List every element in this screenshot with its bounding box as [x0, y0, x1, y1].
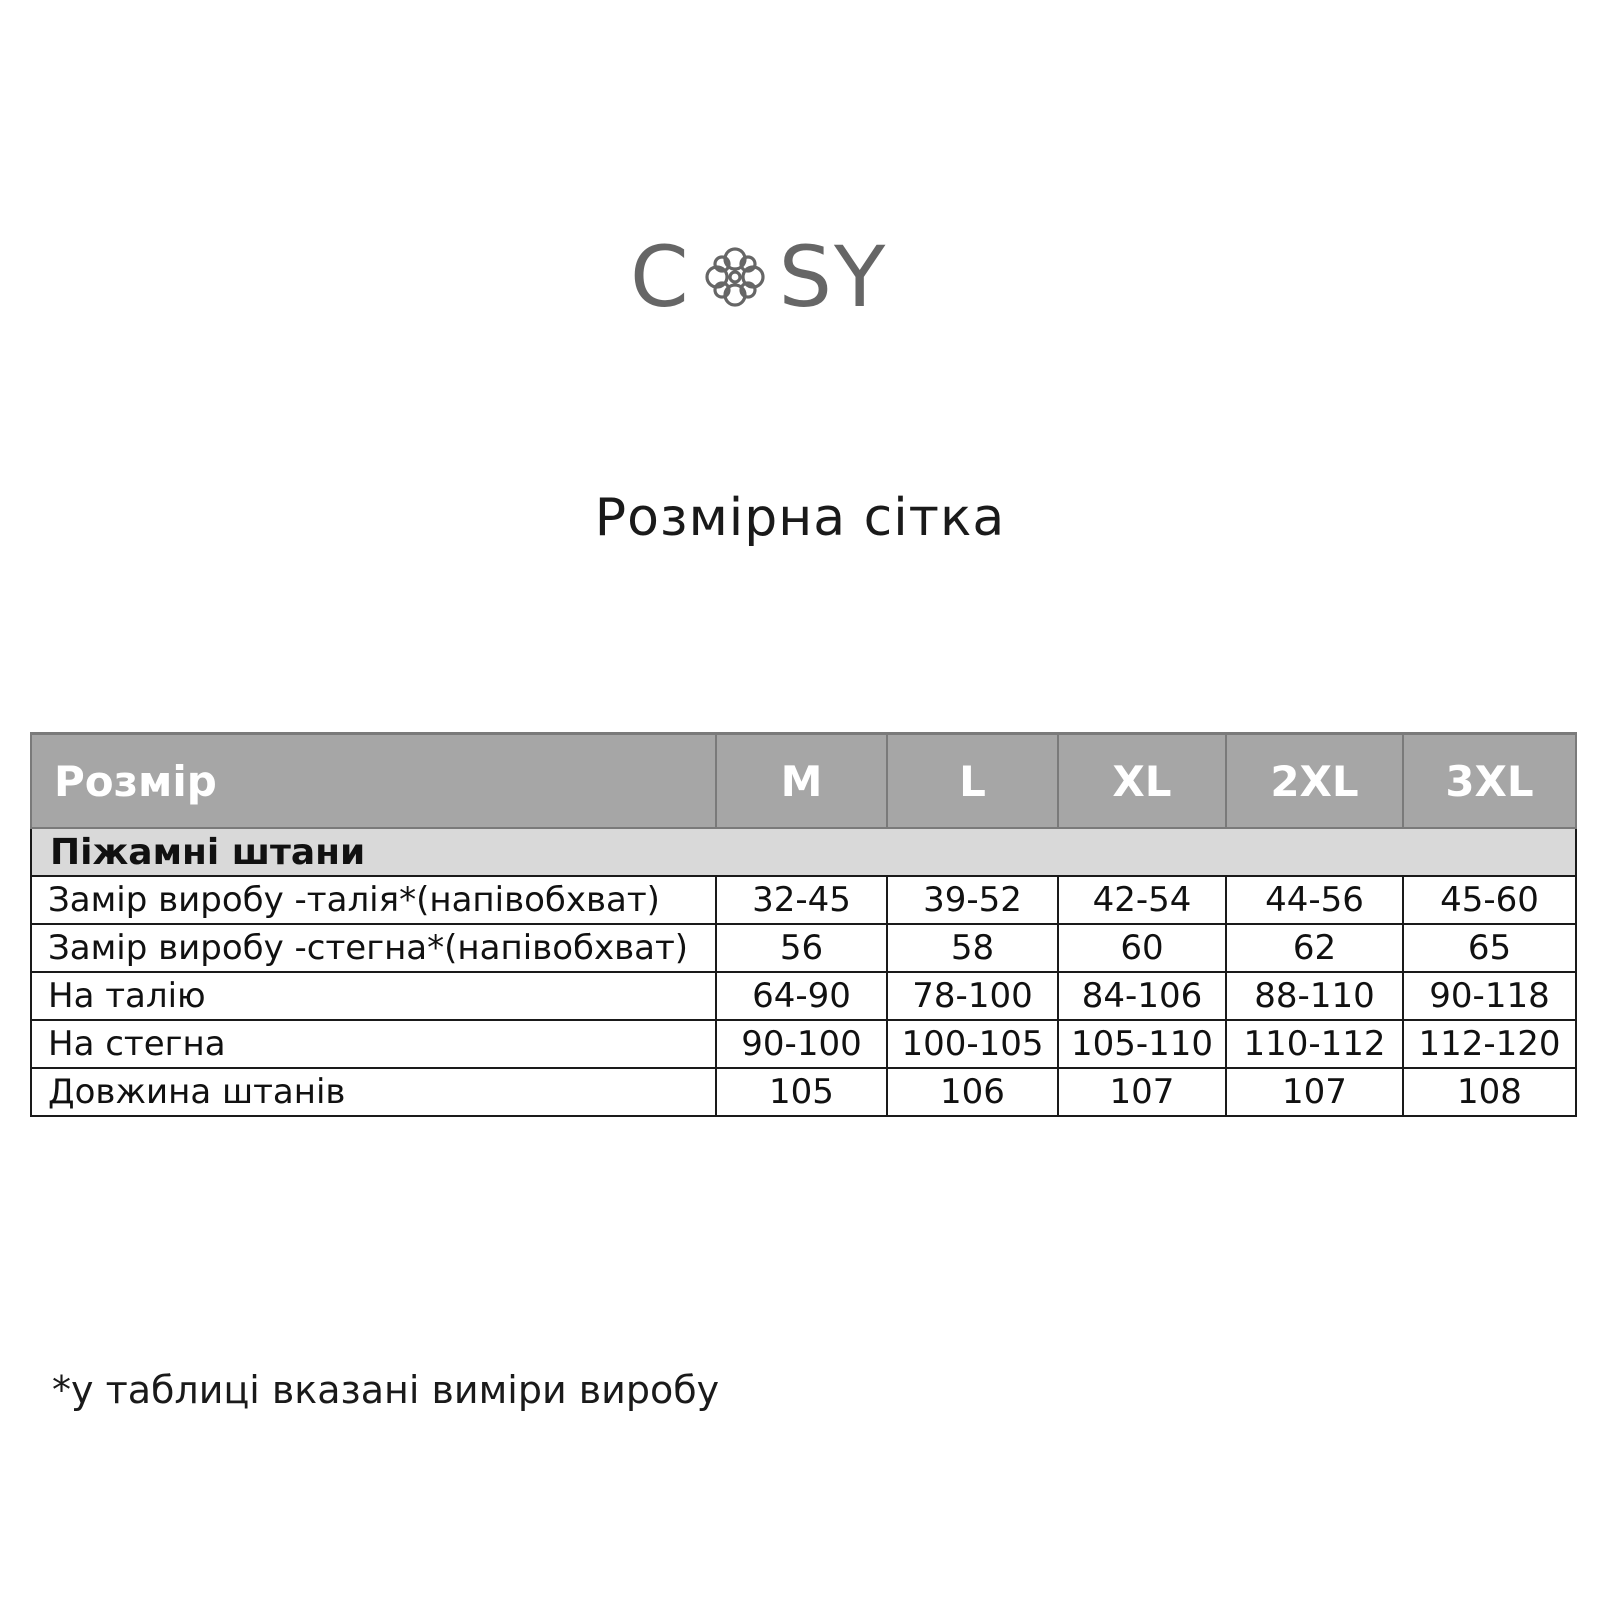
section-title: Піжамні штани — [31, 828, 1576, 876]
logo-letters-start: C — [630, 228, 691, 326]
table-cell: 100-105 — [887, 1020, 1058, 1068]
row-label: На талію — [31, 972, 716, 1020]
row-label: На стегна — [31, 1020, 716, 1068]
table-cell: 39-52 — [887, 876, 1058, 924]
table-cell: 64-90 — [716, 972, 887, 1020]
row-label: Довжина штанів — [31, 1068, 716, 1116]
page-title: Розмірна сітка — [594, 488, 1006, 548]
header-size-2xl: 2XL — [1226, 734, 1403, 829]
flower-knot-icon — [693, 235, 777, 319]
header-size-m: M — [716, 734, 887, 829]
table-cell: 84-106 — [1058, 972, 1226, 1020]
header-size-3xl: 3XL — [1403, 734, 1576, 829]
brand-logo — [630, 228, 910, 326]
header-size-xl: XL — [1058, 734, 1226, 829]
table-row — [31, 1020, 1576, 1068]
table-row — [31, 876, 1576, 924]
section-row — [31, 828, 1576, 876]
table-cell: 78-100 — [887, 972, 1058, 1020]
table-cell: 105 — [716, 1068, 887, 1116]
table-cell: 90-118 — [1403, 972, 1576, 1020]
header-size-l: L — [887, 734, 1058, 829]
table-cell: 45-60 — [1403, 876, 1576, 924]
table-cell: 32-45 — [716, 876, 887, 924]
table-cell: 110-112 — [1226, 1020, 1403, 1068]
table-cell: 65 — [1403, 924, 1576, 972]
table-cell: 44-56 — [1226, 876, 1403, 924]
table-cell: 56 — [716, 924, 887, 972]
table-cell: 107 — [1058, 1068, 1226, 1116]
logo-letters-end: SY — [778, 228, 888, 326]
table-cell: 107 — [1226, 1068, 1403, 1116]
header-size-label: Розмір — [31, 734, 716, 829]
table-cell: 62 — [1226, 924, 1403, 972]
table-cell: 42-54 — [1058, 876, 1226, 924]
table-header-row — [31, 734, 1576, 829]
row-label: Замір виробу -талія*(напівобхват) — [31, 876, 716, 924]
table-cell: 90-100 — [716, 1020, 887, 1068]
table-cell: 105-110 — [1058, 1020, 1226, 1068]
table-row — [31, 1068, 1576, 1116]
table-cell: 112-120 — [1403, 1020, 1576, 1068]
table-cell: 108 — [1403, 1068, 1576, 1116]
table-row — [31, 924, 1576, 972]
footnote: *у таблиці вказані виміри виробу — [52, 1368, 720, 1412]
table-cell: 60 — [1058, 924, 1226, 972]
row-label: Замір виробу -стегна*(напівобхват) — [31, 924, 716, 972]
table-cell: 106 — [887, 1068, 1058, 1116]
table-row — [31, 972, 1576, 1020]
size-chart-table — [30, 732, 1577, 1117]
table-cell: 58 — [887, 924, 1058, 972]
table-cell: 88-110 — [1226, 972, 1403, 1020]
